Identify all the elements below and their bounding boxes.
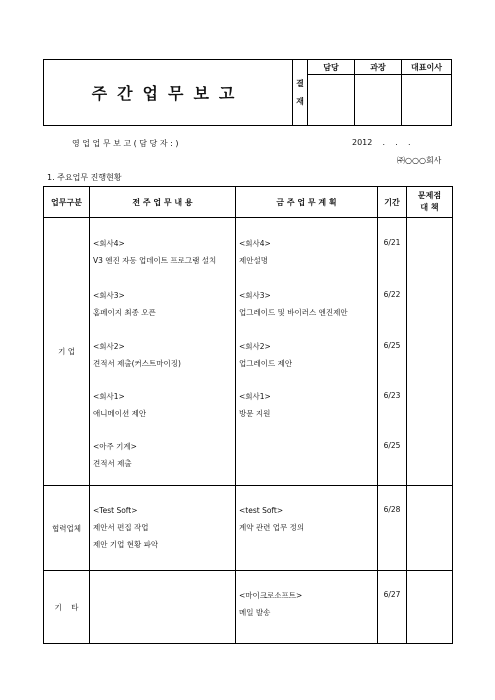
date-value: 6/22	[383, 290, 401, 299]
approval-box-1[interactable]	[308, 75, 355, 125]
this-week-cell	[236, 571, 378, 644]
approval-box-3[interactable]	[402, 75, 451, 125]
approval-box-2[interactable]	[355, 75, 402, 125]
last-week-cell	[90, 571, 236, 644]
header-this-week: 금 주 업 무 계 획	[236, 187, 378, 218]
this-week-cell	[236, 218, 378, 486]
report-manager-line: 영 업 업 무 보 고 ( 담 당 자 : )	[72, 139, 179, 148]
approval-label-top: 결	[296, 78, 304, 88]
list-item: <회사1> 애니메이션 제안	[93, 392, 147, 418]
company-name: ㈜○○○회사	[397, 156, 442, 165]
last-week-cell	[90, 486, 236, 571]
category-cell: 협력업체	[44, 486, 90, 571]
header-issues	[407, 187, 453, 218]
date-value: 6/25	[383, 441, 401, 450]
list-item: <회사4> 제안설명	[239, 239, 271, 265]
report-header	[43, 59, 452, 126]
header-issues-line2: 대 책	[420, 203, 439, 212]
list-item: <회사2> 업그레이드 제안	[239, 342, 293, 368]
date-value: 6/25	[383, 341, 401, 350]
date-value: 6/23	[383, 391, 401, 400]
list-item: <아주 기계> 견적서 제출	[93, 442, 137, 468]
date-value: 6/28	[383, 505, 401, 514]
list-item: <회사2> 견적서 제출(커스트마이징)	[93, 342, 181, 368]
issues-cell[interactable]	[407, 486, 453, 571]
list-item: <Test Soft> 제안서 편집 작업 제안 기업 현황 파악	[93, 506, 159, 549]
list-item: <회사4> V3 엔진 자동 업데이트 프로그램 설치	[93, 239, 217, 265]
issues-cell[interactable]	[407, 571, 453, 644]
approval-label	[293, 60, 308, 125]
period-cell	[378, 571, 407, 644]
category-cell: 기 타	[44, 571, 90, 644]
title-cell	[44, 60, 293, 125]
date-value: 6/21	[383, 238, 401, 247]
approval-label-bottom: 재	[296, 96, 304, 106]
approver-header-2: 과장	[355, 60, 402, 75]
table-row-partner	[44, 486, 453, 571]
list-item: <test Soft> 계약 관련 업무 정의	[239, 506, 305, 532]
approver-header-3: 대표이사	[402, 60, 451, 75]
list-item: <회사1> 방문 지원	[239, 392, 271, 418]
table-row-etc	[44, 571, 453, 644]
list-item: <회사3> 홈페이지 최종 오픈	[93, 291, 156, 317]
this-week-cell	[236, 486, 378, 571]
last-week-cell	[90, 218, 236, 486]
list-item: <마이크로소프트> 메일 발송	[239, 591, 303, 617]
date-value: 6/27	[383, 590, 401, 599]
period-cell	[378, 486, 407, 571]
category-cell: 기 업	[44, 218, 90, 486]
table-row-enterprise	[44, 218, 453, 486]
list-item: <회사3> 업그레이드 및 바이러스 엔진제안	[239, 291, 348, 317]
issues-cell[interactable]	[407, 218, 453, 486]
section-title: 1. 주요업무 진행현황	[47, 173, 122, 182]
header-last-week: 전 주 업 무 내 용	[90, 187, 236, 218]
approver-header-1: 담당	[308, 60, 355, 75]
header-period: 기간	[378, 187, 407, 218]
header-issues-line1: 문제점	[417, 191, 442, 200]
period-cell	[378, 218, 407, 486]
page-title: 주간업무보고	[91, 84, 245, 103]
report-date: 2012 . . .	[352, 138, 411, 147]
header-category: 업무구분	[44, 187, 90, 218]
table-header-row	[44, 187, 453, 218]
work-status-table	[43, 186, 453, 644]
